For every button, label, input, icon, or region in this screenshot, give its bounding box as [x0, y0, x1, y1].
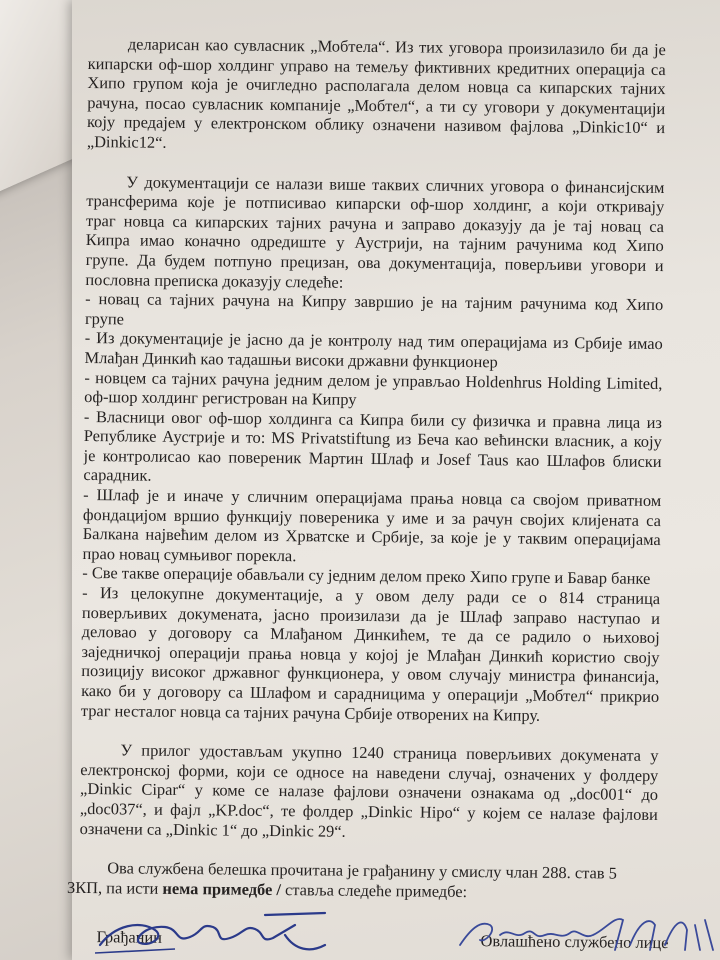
text-line: - Власници овог оф-шор холдинга са Кипра били су физичка и правна лица из	[83, 406, 663, 432]
text-line: деларисан као сувласник „Мобтела“. Из тих уговора произилазило би да је	[127, 34, 666, 60]
paragraph-continuation	[87, 34, 666, 158]
text-line: У прилог удостављам укупно 1240 страница поверљивих докумената у	[120, 740, 659, 766]
document-content	[66, 34, 669, 953]
text-line: сарадник.	[83, 465, 152, 486]
text-line: рачуна, посао сувласник компаније „Мобтел“, а ти су уговори у документацији	[87, 92, 666, 118]
text-line: Балкана највећим делом из Хрватске и Србије, за које је у таквим операцијама	[82, 524, 661, 550]
text-line: траг несталог новца са тајних рачуна Србије отворених на Кипру.	[80, 700, 541, 725]
paragraph-documentation-findings	[81, 172, 665, 727]
text-line: је контролисао као повереник Мартин Шлаф и Josef Taus као Шлафов блиски	[83, 445, 662, 471]
text-line: - Из документације је јасно да је контролу над тим операцијама из Србије имао	[84, 328, 663, 354]
text-line: означени са „Dinkic 1“ до „Dinkic 29“.	[79, 818, 346, 841]
text-line: „Dinkic12“.	[86, 131, 167, 152]
text-line: - новац са тајних рачуна на Кипру завршио је на тајним рачунима код Хипо	[85, 289, 664, 315]
text-line: прао новац сумњивог порекла.	[82, 543, 297, 566]
text-line: траг новца са кипарских тајних рачуна и заправо доказују да је тај новац са	[85, 210, 665, 236]
closing-note-bold: нема примедбе /	[162, 878, 282, 899]
closing-note-pre: ЗКП, па исти	[66, 877, 163, 898]
text-line: како би у договору са Шлафом и сарадницима у операцији „Мобтел“ прикрио	[81, 680, 660, 707]
underlying-sheet	[0, 0, 75, 200]
official-label: Овлашћено службено лице	[480, 931, 669, 953]
text-line: електронској форми, који се односе на наведени случај, означених у фолдеру	[80, 759, 659, 785]
text-line: „Dinkic Cipar“ у коме се налазе фајлови означени ознакама од „doc001“ до	[79, 779, 659, 805]
text-line: коју предајем у електронском облику означени називом фајлова „Dinkic10“ и	[86, 112, 666, 138]
closing-note-post: ставља следеће примедбе:	[280, 879, 468, 901]
citizen-label: Грађанин	[96, 927, 163, 948]
official-signature-image	[455, 905, 720, 960]
text-line: Кипра имао коначно одредиште у Аустрији, на тајним рачунима код Хипо	[85, 230, 664, 256]
text-line: позицију високог државног функционера, у овом случају министра финансија,	[81, 661, 660, 687]
text-line: - новцем са тајних рачуна једним делом је управљао Holdenhrus Holding Limited,	[84, 367, 663, 393]
text-line: Млађан Динкић као тадашњи високи државни функционер	[84, 347, 498, 372]
text-line: деловао у договору са Млађаном Динкићем, те да се радило о њиховој	[81, 622, 660, 648]
text-line: фондацијом вршио функцију повереника у име и за рачун својих клијената са	[82, 504, 662, 530]
citizen-signature-image	[95, 905, 335, 960]
text-line: пословна преписка доказују следеће:	[85, 269, 344, 292]
text-line: - Из целокупне документације, а у овом делу ради се о 814 страница	[82, 583, 661, 609]
text-line: групе. Да будем потпуно прецизан, ова документација, поверљиви уговори и	[85, 249, 664, 275]
paragraph-attachments	[80, 740, 659, 844]
text-line: оф-шор холдинг регистрован на Кипру	[84, 387, 357, 409]
text-line: - Све такве операције обављали су једним делом преко Хипо групе и Бавар банке	[82, 563, 651, 589]
text-line: заједничкој операцији прања новца у којој је Млађан Динкић користио своју	[81, 641, 660, 667]
closing-note-line-1: Ова службена белешка прочитана је грађанину у смислу члан 288. став 5	[107, 858, 617, 883]
text-line: Републике Аустрије и то: MS Privatstiftung из Беча као већински власник, а коју	[83, 426, 662, 452]
text-line: Хипо групом која је очигледно располагала делом новца са кипарских тајних	[87, 73, 666, 99]
text-line: трансферима које је потписивао кипарски оф-шор холдинг, а који откривају	[86, 191, 665, 217]
text-line: „doc037“, и фајл „KP.doc“, те фолдер „Dinkic Hipo“ у којем се налазе фајлови	[79, 798, 658, 824]
text-line: групе	[84, 308, 125, 329]
text-line: поверљивих докумената, јасно произилази да је Шлаф заправо наступао и	[81, 602, 661, 628]
text-line: - Шлаф је и иначе у сличним операцијама прања новца са својом приватном	[83, 485, 662, 511]
text-line: кипарски оф-шор холдинг управо на темељу фиктивних кредитних операција са	[87, 53, 666, 79]
text-line: У документацији се налази више таквих сличних уговора о финансијским	[126, 171, 665, 197]
